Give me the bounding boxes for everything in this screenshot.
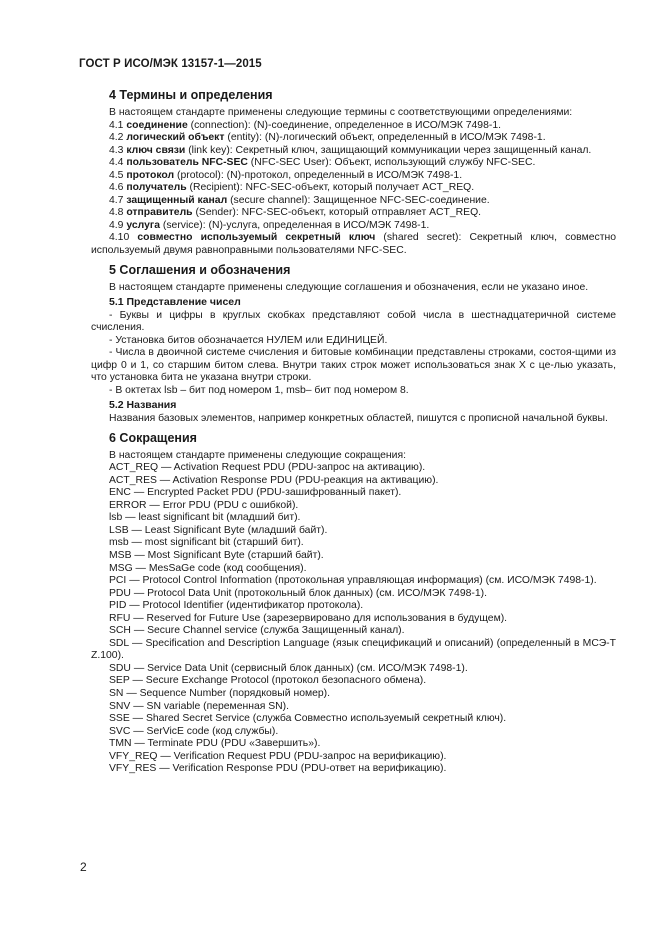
- term-number: 4.9: [109, 219, 127, 231]
- term-definition: [91, 232, 616, 257]
- numbers-representation-list: [91, 310, 616, 398]
- section-5-title: 5 Соглашения и обозначения: [109, 262, 291, 277]
- term-definition: [91, 120, 616, 133]
- abbreviation-item: SEP — Secure Exchange Protocol (протокол безопасного обмена).: [109, 675, 427, 687]
- subsection-5-2-title: 5.2 Названия: [109, 399, 177, 412]
- term-name: соединение: [126, 119, 188, 131]
- term-text: (shared secret): Секретный ключ, совместно используемый двумя равноправными пользователями NFC-SEC.: [91, 232, 616, 257]
- section-6-title: 6 Сокращения: [109, 430, 197, 445]
- term-number: 4.1: [109, 119, 127, 131]
- term-number: 4.10: [109, 232, 138, 244]
- term-name: протокол: [126, 169, 175, 181]
- terms-list: [91, 120, 616, 258]
- term-name: отправитель: [126, 207, 193, 219]
- term-text: (connection): (N)-соединение, определенное в ИСО/МЭК 7498-1.: [187, 119, 501, 131]
- abbreviation-item: msb — most significant bit (старший бит).: [109, 537, 304, 549]
- term-text: (service): (N)-услуга, определенная в ИСО/МЭК 7498-1.: [160, 219, 430, 231]
- term-name: услуга: [126, 219, 160, 231]
- abbreviation-item: LSB — Least Significant Byte (младший байт).: [109, 524, 328, 536]
- page-number: 2: [80, 860, 87, 874]
- term-text: (link key): Секретный ключ, защищающий коммуникации через защищенный канал.: [185, 144, 592, 156]
- term-number: 4.4: [109, 157, 127, 169]
- term-text: (Recipient): NFC-SEC-объект, который получает ACT_REQ.: [186, 182, 475, 194]
- term-definition: [91, 157, 616, 170]
- term-text: (NFC-SEC User): Объект, использующий службу NFC-SEC.: [247, 157, 536, 169]
- term-number: 4.7: [109, 194, 127, 206]
- term-number: 4.8: [109, 207, 127, 219]
- convention-item: - Буквы и цифры в круглых скобках представляют собой числа в шестнадцатеричной системе счисления.: [91, 309, 616, 334]
- abbreviation-item: PID — Protocol Identifier (идентификатор протокола).: [109, 600, 364, 612]
- page-content: [91, 87, 616, 776]
- term-definition: [91, 145, 616, 158]
- term-definition: [91, 220, 616, 233]
- standard-header: ГОСТ Р ИСО/МЭК 13157-1—2015: [79, 58, 262, 70]
- abbreviation-item: TMN — Terminate PDU (PDU «Завершить»).: [109, 738, 321, 750]
- abbreviation-item: RFU — Reserved for Future Use (зарезервировано для использования в будущем).: [109, 612, 508, 624]
- convention-item: - В октетах lsb – бит под номером 1, msb– бит под номером 8.: [109, 384, 409, 396]
- abbreviation-item: PDU — Protocol Data Unit (протокольный блок данных) (см. ИСО/МЭК 7498-1).: [109, 587, 487, 599]
- abbreviation-item: SN — Sequence Number (порядковый номер).: [109, 687, 331, 699]
- term-definition: [91, 207, 616, 220]
- term-definition: [91, 195, 616, 208]
- section-4-intro: В настоящем стандарте применены следующие термины с соответствующими определениями:: [109, 107, 573, 118]
- abbreviation-item: SCH — Secure Channel service (служба Защищенный канал).: [109, 625, 405, 637]
- abbreviation-item: ACT_RES — Activation Response PDU (PDU-реакция на активацию).: [109, 474, 439, 486]
- abbreviation-item: SSE — Shared Secret Service (служба Совместно используемый секретный ключ).: [109, 713, 507, 725]
- convention-item: - Установка битов обозначается НУЛЕМ или ЕДИНИЦЕЙ.: [109, 334, 388, 346]
- abbreviation-item: ACT_REQ — Activation Request PDU (PDU-запрос на активацию).: [109, 462, 426, 474]
- names-paragraph: Названия базовых элементов, например конкретных областей, пишутся с прописной начальной буквы.: [109, 413, 608, 425]
- abbreviation-item: SDU — Service Data Unit (сервисный блок данных) (см. ИСО/МЭК 7498-1).: [109, 662, 468, 674]
- abbreviation-item: SNV — SN variable (переменная SN).: [109, 700, 290, 712]
- abbreviation-item: MSG — MesSaGe code (код сообщения).: [109, 562, 307, 574]
- abbreviation-item: VFY_RES — Verification Response PDU (PDU-ответ на верификацию).: [109, 763, 447, 775]
- subsection-5-1-title: 5.1 Представление чисел: [109, 296, 241, 309]
- section-4-title: 4 Термины и определения: [109, 88, 273, 102]
- term-number: 4.3: [109, 144, 127, 156]
- abbreviation-item: MSB — Most Significant Byte (старший байт).: [109, 549, 324, 561]
- term-text: (protocol): (N)-протокол, определенный в ИСО/МЭК 7498-1.: [174, 169, 463, 181]
- term-number: 4.5: [109, 169, 127, 181]
- term-text: (Sender): NFC-SEC-объект, который отправляет ACT_REQ.: [192, 207, 482, 219]
- term-text: (entity): (N)-логический объект, определенный в ИСО/МЭК 7498-1.: [224, 132, 546, 144]
- abbreviation-item: SVC — SerVicE code (код службы).: [109, 725, 279, 737]
- abbreviations-list: [91, 462, 616, 776]
- term-name: получатель: [126, 182, 187, 194]
- convention-item: - Числа в двоичной системе счисления и битовые комбинации представлены строками, состоя-щими из цифр 0 и 1, со старшим битом слева. Внутри таких строк может использоваться знак X с це-лью указать, что установка бита не указана внутри строки.: [91, 347, 616, 384]
- term-definition: [91, 132, 616, 145]
- abbreviation-item: ERROR — Error PDU (PDU с ошибкой).: [109, 499, 299, 511]
- term-definition: [91, 170, 616, 183]
- term-number: 4.6: [109, 182, 127, 194]
- term-name: логический объект: [126, 132, 225, 144]
- term-name: совместно используемый секретный ключ: [137, 232, 376, 244]
- section-6-intro: В настоящем стандарте применены следующие сокращения:: [109, 449, 406, 461]
- term-number: 4.2: [109, 132, 127, 144]
- term-name: ключ связи: [126, 144, 186, 156]
- term-text: (secure channel): Защищенное NFC-SEC-соединение.: [227, 194, 490, 206]
- abbreviation-item: SDL — Specification and Description Language (язык спецификаций и описаний) (определенный в МСЭ-Т Z.100).: [91, 637, 616, 662]
- term-definition: [91, 182, 616, 195]
- abbreviation-item: PCI — Protocol Control Information (протокольная управляющая информация) (см. ИСО/МЭК 7498-1).: [109, 575, 597, 587]
- abbreviation-item: ENC — Encrypted Packet PDU (PDU-зашифрованный пакет).: [109, 487, 402, 499]
- section-5-intro: В настоящем стандарте применены следующие соглашения и обозначения, если не указано иное.: [109, 281, 589, 293]
- abbreviation-item: VFY_REQ — Verification Request PDU (PDU-запрос на верификацию).: [109, 750, 447, 762]
- term-name: защищенный канал: [126, 194, 228, 206]
- abbreviation-item: lsb — least significant bit (младший бит).: [109, 512, 301, 524]
- term-name: пользователь NFC-SEC: [126, 157, 248, 169]
